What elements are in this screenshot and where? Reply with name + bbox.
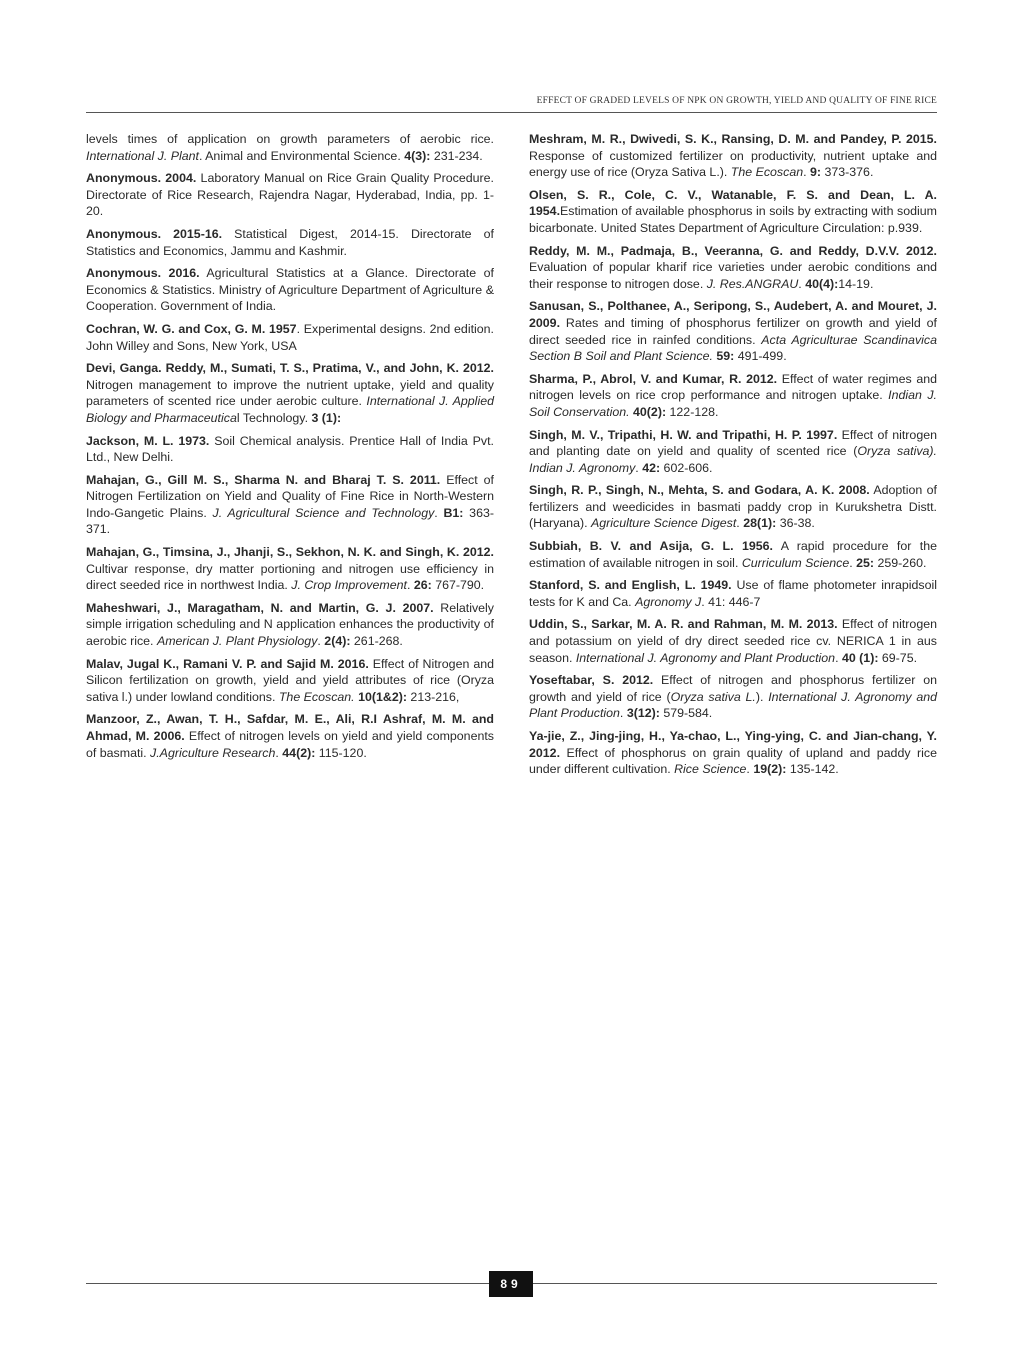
reference-text: Effect of Nitrogen and Silicon fertilization on growth, yield and yield attributes of rice (Oryza sativa l.) under lowland conditions. — [86, 656, 494, 704]
reference-text: 122-128. — [666, 404, 719, 419]
reference-entry — [529, 187, 937, 237]
reference-italic-text: International J. Agronomy and Plant Production — [529, 689, 938, 721]
reference-text: Evaluation of popular kharif rice varieties under aerobic conditions and their response to nitrogen dose. — [529, 260, 937, 291]
reference-italic-text: J. Res.ANGRAU — [706, 276, 799, 291]
reference-bold-text: Malav, Jugal K., Ramani V. P. and Sajid M. 2016. — [86, 656, 369, 671]
reference-text: . — [434, 505, 444, 520]
reference-entry — [86, 360, 494, 426]
reference-italic-text: Agriculture Science Digest — [590, 516, 737, 531]
reference-text: . — [746, 762, 754, 777]
reference-bold-text: Stanford, S. and English, L. 1949. — [529, 578, 732, 593]
reference-italic-text: Acta Agriculturae Scandinavica Section B Soil and Plant Science. — [529, 332, 937, 364]
reference-bold-text: 44(2): — [282, 745, 316, 760]
reference-entry — [86, 472, 494, 538]
reference-entry — [529, 616, 937, 666]
reference-text: Nitrogen management to improve the nutrient uptake, yield and quality parameters of scented rice under aerobic culture. — [86, 377, 494, 409]
reference-bold-text: Sharma, P., Abrol, V. and Kumar, R. 2012. — [529, 371, 778, 386]
reference-entry — [86, 711, 494, 761]
reference-text: Laboratory Manual on Rice Grain Quality Procedure. Directorate of Rice Research, Rajendra Nagar, Hyderabad, India, pp. 1-20. — [86, 171, 494, 219]
reference-text: Effect of phosphorus on grain quality of upland and paddy rice under different cultivation. — [529, 745, 937, 777]
reference-entry — [86, 600, 494, 650]
header-divider — [86, 112, 937, 113]
reference-text: 135-142. — [786, 762, 839, 777]
reference-text: . Animal and Environmental Science. — [198, 148, 405, 163]
reference-entry — [529, 427, 937, 477]
reference-text: Adoption of fertilizers and weedicides in basmati paddy crop in Kurukshetra Distt. (Haryana). — [529, 483, 937, 531]
reference-text: . — [275, 745, 283, 760]
reference-text: . — [317, 634, 325, 649]
reference-bold-text: 3 (1): — [311, 410, 342, 425]
reference-entry — [529, 482, 937, 532]
reference-entry — [86, 226, 494, 259]
reference-bold-text: Ya-jie, Z., Jing-jing, H., Ya-chao, L., Ying-ying, C. and Jian-chang, Y. 2012. — [529, 729, 937, 760]
reference-bold-text: 59: — [716, 349, 735, 364]
reference-text: Effect of Nitrogen Fertilization on Yield and Quality of Fine Rice in North-Western Indo-Gangetic Plains. — [86, 472, 494, 520]
reference-bold-text: Sanusan, S., Polthanee, A., Seripong, S., Audebert, A. and Mouret, J. 2009. — [529, 299, 937, 330]
reference-italic-text: American J. Plant Physiology — [156, 634, 318, 649]
reference-text: 491-499. — [734, 349, 787, 364]
reference-text: . — [835, 650, 842, 665]
reference-text: 213-216, — [406, 689, 460, 704]
reference-entry — [529, 672, 937, 722]
reference-entry — [86, 265, 494, 315]
reference-bold-text: Yoseftabar, S. 2012. — [529, 673, 654, 688]
reference-text: 373-376. — [821, 165, 874, 180]
reference-bold-text: Olsen, S. R., Cole, C. V., Watanable, F. S. and Dean, L. A. 1954. — [529, 187, 937, 219]
reference-italic-text: Indian J. Soil Conservation. — [529, 388, 937, 419]
reference-text: Effect of nitrogen levels on yield and yield components of basmati. — [86, 729, 494, 760]
reference-bold-text: 40(4): — [805, 276, 839, 291]
reference-entry — [529, 728, 937, 778]
reference-text: Agricultural Statistics at a Glance. Directorate of Economics & Statistics. Ministry of Agriculture Department of Agriculture & Cooperation. Government of India. — [86, 266, 495, 314]
reference-italic-text: Oryza sativa L. — [670, 689, 756, 704]
reference-text: . Experimental designs. 2nd edition. John Willey and Sons, New York, USA — [86, 321, 494, 353]
reference-text: Relatively simple irrigation scheduling and N application enhances the productivity of aerobic rice. — [86, 600, 495, 649]
reference-text: ). — [755, 689, 769, 704]
reference-bold-text: Anonymous. 2004. — [86, 171, 197, 186]
reference-text: 115-120. — [315, 745, 367, 760]
reference-bold-text: Mahajan, G., Timsina, J., Jhanji, S., Sekhon, N. K. and Singh, K. 2012. — [86, 545, 494, 560]
reference-text: Statistical Digest, 2014-15. Directorate of Statistics and Economics, Jammu and Kashmir. — [86, 226, 494, 258]
reference-text: Effect of nitrogen and potassium on yield of dry direct seeded rice cv. NERICA 1 in aus season. — [529, 617, 937, 665]
reference-bold-text: Uddin, S., Sarkar, M. A. R. and Rahman, M. M. 2013. — [529, 617, 838, 632]
reference-entry — [86, 170, 494, 220]
references-right-column — [529, 131, 937, 784]
reference-bold-text: 4(3): — [404, 148, 431, 163]
reference-bold-text: 40 (1): — [841, 650, 879, 665]
reference-text: l Technology. — [236, 410, 312, 425]
reference-text: levels times of application on growth parameters of aerobic rice. — [86, 132, 494, 146]
reference-text: Effect of nitrogen and phosphorus fertilizer on growth and yield of rice ( — [529, 673, 937, 704]
reference-bold-text: Anonymous. 2015-16. — [86, 226, 223, 241]
reference-entry — [86, 321, 494, 354]
reference-text: . — [406, 578, 414, 593]
reference-bold-text: Subbiah, B. V. and Asija, G. L. 1956. — [529, 539, 773, 554]
reference-bold-text: Maheshwari, J., Maragatham, N. and Martin, G. J. 2007. — [86, 600, 434, 615]
reference-text: 36-38. — [776, 516, 815, 531]
reference-text: 69-75. — [878, 650, 918, 665]
reference-italic-text: J. Agricultural Science and Technology — [212, 505, 435, 520]
reference-text: . — [849, 555, 857, 570]
reference-text: 363-371. — [86, 505, 494, 537]
reference-bold-text: B1: — [443, 505, 464, 520]
reference-bold-text: 42: — [642, 460, 661, 475]
reference-bold-text: Cochran, W. G. and Cox, G. M. 1957 — [86, 321, 297, 336]
reference-bold-text: Reddy, M. M., Padmaja, B., Veeranna, G. and Reddy, D.V.V. 2012. — [529, 243, 937, 258]
reference-text: Effect of nitrogen and planting date on yield and quality of scented rice ( — [529, 427, 937, 459]
reference-italic-text: J. Crop Improvement — [291, 578, 407, 593]
running-head: EFFECT OF GRADED LEVELS OF NPK ON GROWTH, YIELD AND QUALITY OF FINE RICE — [536, 96, 937, 106]
reference-bold-text: 26: — [413, 578, 432, 593]
reference-italic-text: Curriculum Science — [741, 555, 850, 570]
reference-text: Response of customized fertilizer on productivity, nutrient uptake and energy use of rice (Oryza Sativa L.). — [529, 148, 937, 180]
references-left-column — [86, 131, 494, 767]
reference-text: Effect of water regimes and nitrogen levels on rice crop performance and nitrogen uptake. — [529, 371, 937, 403]
reference-entry — [86, 544, 494, 594]
reference-bold-text: 40(2): — [633, 404, 667, 419]
reference-text: 767-790. — [431, 578, 485, 593]
reference-text: 579-584. — [659, 706, 713, 721]
reference-text: . — [619, 706, 627, 721]
reference-italic-text: International J. Applied Biology and Pharmaceutica — [86, 394, 494, 425]
reference-bold-text: 10(1&2): — [358, 689, 407, 704]
reference-text: . — [803, 165, 810, 180]
reference-entry — [529, 298, 937, 364]
reference-entry — [529, 371, 937, 421]
reference-bold-text: Manzoor, Z., Awan, T. H., Safdar, M. E., Ali, R.I Ashraf, M. M. and Ahmad, M. 2006. — [86, 712, 494, 743]
reference-text: Cultivar response, dry matter portioning and nitrogen use efficiency in direct seeded rice in northwest India. — [86, 561, 494, 593]
reference-text: 259-260. — [874, 555, 927, 570]
reference-text: . — [736, 516, 744, 531]
reference-text: 602-606. — [660, 460, 713, 475]
reference-bold-text: 2(4): — [324, 634, 351, 649]
reference-italic-text: Oryza sativa). Indian J. Agronomy — [529, 444, 937, 475]
reference-bold-text: 19(2): — [753, 762, 787, 777]
reference-text: Use of flame photometer inrapidsoil tests for K and Ca. — [529, 578, 937, 609]
reference-text: A rapid procedure for the estimation of available nitrogen in soil. — [529, 539, 937, 570]
reference-entry — [86, 433, 494, 466]
reference-bold-text: Devi, Ganga. Reddy, M., Sumati, T. S., Pratima, V., and John, K. 2012. — [86, 361, 494, 376]
reference-italic-text: International J. Plant — [86, 148, 199, 163]
reference-bold-text: 3(12): — [626, 706, 660, 721]
reference-text: . — [798, 276, 806, 291]
reference-text: Soil Chemical analysis. Prentice Hall of India Pvt. Ltd., New Delhi. — [86, 433, 494, 465]
reference-text: . 41: 446-7 — [701, 594, 761, 609]
reference-entry — [529, 538, 937, 571]
reference-entry — [86, 656, 494, 706]
reference-bold-text: Singh, M. V., Tripathi, H. W. and Tripathi, H. P. 1997. — [529, 427, 838, 442]
reference-text: 231-234. — [430, 148, 483, 163]
reference-entry — [86, 131, 494, 164]
reference-entry — [529, 131, 937, 181]
reference-text: 261-268. — [350, 634, 403, 649]
reference-bold-text: Singh, R. P., Singh, N., Mehta, S. and Godara, A. K. 2008. — [529, 483, 870, 498]
reference-bold-text: Jackson, M. L. 1973. — [86, 433, 210, 448]
reference-text: 14-19. — [838, 276, 874, 291]
reference-bold-text: 28(1): — [743, 516, 777, 531]
reference-bold-text: 25: — [856, 555, 875, 570]
reference-italic-text: Agronomy J — [635, 594, 702, 609]
reference-bold-text: 9: — [810, 165, 822, 180]
page-number: 89 — [489, 1271, 533, 1297]
reference-italic-text: The Ecoscan — [730, 165, 804, 180]
reference-text: . — [635, 460, 643, 475]
reference-bold-text: Anonymous. 2016. — [86, 266, 200, 281]
reference-bold-text: Meshram, M. R., Dwivedi, S. K., Ransing, D. M. and Pandey, P. 2015. — [529, 132, 937, 146]
reference-entry — [529, 243, 937, 293]
reference-italic-text: J.Agriculture Research — [150, 745, 276, 760]
reference-entry — [529, 577, 937, 610]
reference-text: Rates and timing of phosphorus fertilizer on growth and yield of direct seeded rice in rainfed conditions. — [529, 315, 937, 347]
reference-bold-text: Mahajan, G., Gill M. S., Sharma N. and Bharaj T. S. 2011. — [86, 472, 441, 487]
reference-italic-text: International J. Agronomy and Plant Production — [575, 650, 836, 665]
reference-italic-text: The Ecoscan. — [278, 689, 355, 704]
reference-text: Estimation of available phosphorus in soils by extracting with sodium bicarbonate. United States Department of Agriculture Circulation: p.939. — [529, 204, 937, 235]
reference-italic-text: Rice Science — [674, 762, 747, 777]
